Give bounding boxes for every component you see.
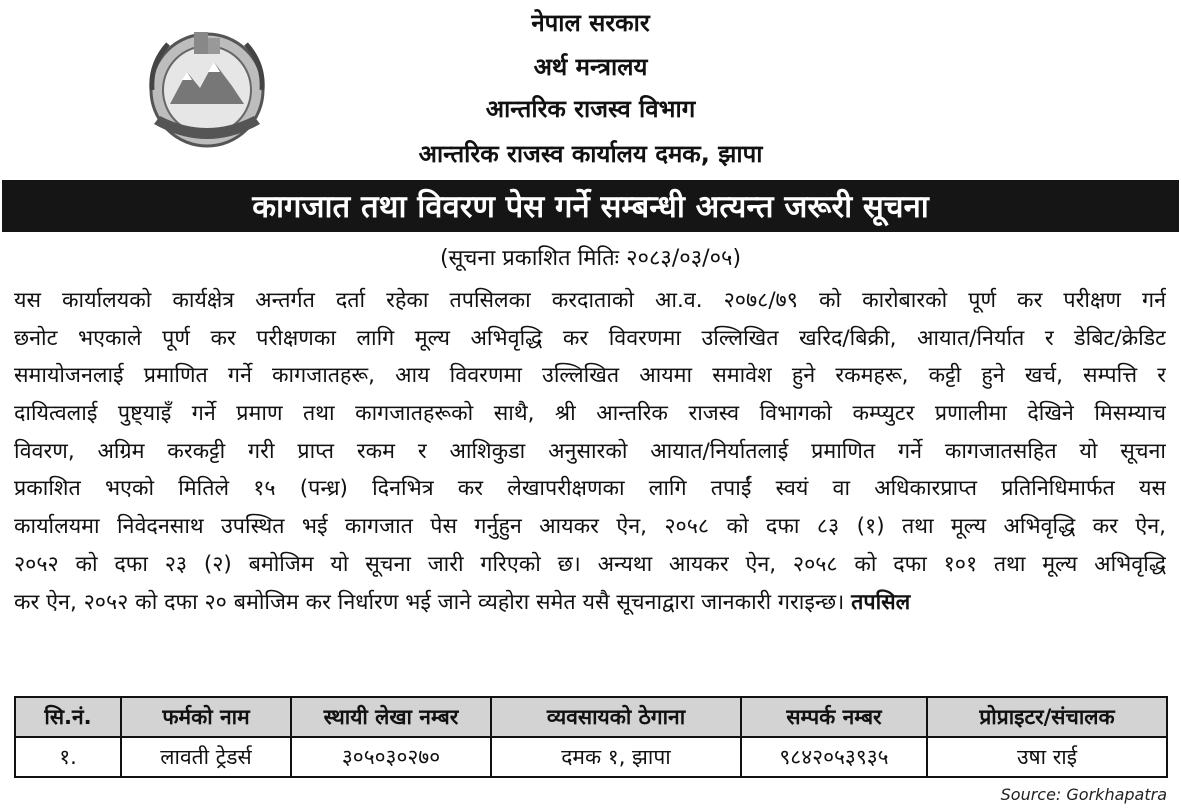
publish-date: (सूचना प्रकाशित मितिः २०८३/०३/०५) [439,246,742,271]
col-header-contact: सम्पर्क नम्बर [741,697,927,737]
col-header-pan: स्थायी लेखा नम्बर [291,697,491,737]
body-line: प्रकाशित भएको मितिले १५ (पन्ध्र) दिनभित्र कर लेखापरीक्षणका लागि तपाईं स्वयं वा अधिकारप्राप्त प्रतिनिधिमार्फत यस [14,476,1166,502]
cell-sn: १. [15,737,121,777]
government-name: नेपाल सरकार [531,9,650,37]
col-header-sn: सि.नं. [15,697,121,737]
source-credit: Source: Gorkhapatra [1000,785,1167,804]
tapasil-label: तपसिल [851,589,911,615]
body-line: कार्यालयमा निवेदनसाथ उपस्थित भई कागजात पेस गर्नुहुन आयकर ऐन, २०५८ को दफा ८३ (१) तथा मूल्य अभिवृद्धि कर ऐन, [14,514,1166,540]
body-line: यस कार्यालयको कार्यक्षेत्र अन्तर्गत दर्ता रहेका तपसिलका करदाताको आ.व. २०७८/७९ को कारोबारको पूर्ण कर परीक्षण गर्न [14,288,1166,313]
cell-address: दमक १, झापा [491,737,741,777]
cell-contact: ९८४२०५३९३५ [741,737,927,777]
col-header-firm: फर्मको नाम [121,697,291,737]
body-line: विवरण, अग्रिम करकट्टी गरी प्राप्त रकम र आशिकुडा अनुसारको आयात/निर्यातलाई प्रमाणित गर्ने कागजातसहित यो सूचना [14,438,1166,464]
cell-firm: लावती ट्रेडर्स [121,737,291,777]
department-name: आन्तरिक राजस्व विभाग [485,95,696,123]
table-header-row [15,697,1167,737]
col-header-address: व्यवसायको ठेगाना [491,697,741,737]
notice-body [14,282,1166,621]
body-line: २०५२ को दफा २३ (२) बमोजिम यो सूचना जारी गरिएको छ। अन्यथा आयकर ऐन, २०५८ को दफा १०१ तथा मूल्य अभिवृद्धि [14,551,1166,577]
table-row [15,737,1167,777]
title-banner [2,180,1179,232]
cell-proprietor: उषा राई [927,737,1167,777]
office-name: आन्तरिक राजस्व कार्यालय दमक, झापा [418,140,763,168]
col-header-proprietor: प्रोप्राइटर/संचालक [927,697,1167,737]
body-line-last [14,584,1166,622]
cell-pan: ३०५०३०२७० [291,737,491,777]
body-line: समायोजनलाई प्रमाणित गर्ने कागजातहरू, आय विवरणमा उल्लिखित आयमा समावेश हुने रकमहरू, कट्टी हुने खर्च, सम्पत्ति र [14,363,1166,389]
notice-title: कागजात तथा विवरण पेस गर्ने सम्बन्धी अत्यन्त जरूरी सूचना [252,189,929,225]
taxpayer-table [14,696,1168,778]
ministry-name: अर्थ मन्त्रालय [533,53,648,81]
body-line: दायित्वलाई पुष्ट्याइँ गर्ने प्रमाण तथा कागजातहरूको साथै, श्री आन्तरिक राजस्व विभागको कम्प्युटर प्रणालीमा देखिने मिसम्याच [14,401,1166,427]
body-line: छनोट भएकाले पूर्ण कर परीक्षणका लागि मूल्य अभिवृद्धि कर विवरणमा उल्लिखित खरिद/बिक्री, आयात/निर्यात र डेबिट/क्रेडिट [14,325,1166,351]
body-last-text: कर ऐन, २०५२ को दफा २० बमोजिम कर निर्धारण भई जाने व्यहोरा समेत यसै सूचनाद्वारा जानकारी गराइन्छ। [14,589,845,615]
government-emblem-icon [142,24,272,152]
